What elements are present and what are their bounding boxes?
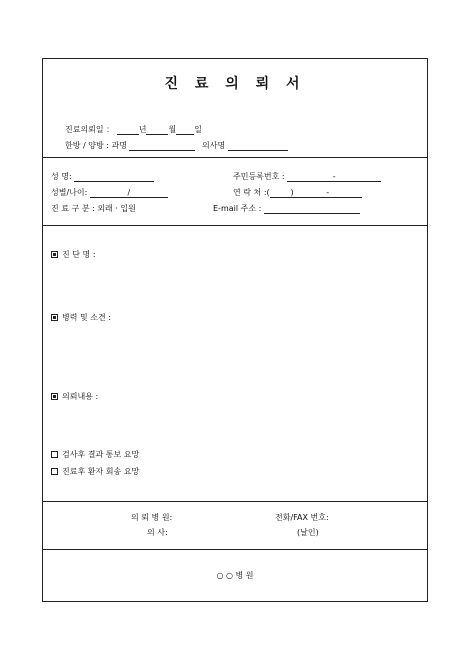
day-label: 일 [194, 125, 202, 134]
dept-field[interactable] [129, 141, 195, 151]
checkbox-result[interactable] [51, 451, 58, 458]
phone-label: 전화/FAX 번호: [275, 513, 329, 522]
check-result-label: 검사후 결과 통보 요망 [62, 450, 140, 459]
rrn-dash: - [332, 172, 336, 181]
history-label: 병력 및 소견 : [62, 313, 111, 322]
dept-label: 한방 / 양방 : 과명 [65, 141, 127, 150]
checkbox-return[interactable] [51, 468, 58, 475]
seal-label: (날인) [297, 528, 319, 537]
email-label: E-mail 주소 : [213, 204, 262, 213]
diagnosis-row [51, 250, 96, 260]
name-field[interactable] [74, 172, 154, 182]
hospital-name: ○ ○ 병 원 [216, 571, 254, 580]
year-label: 년 [138, 125, 147, 134]
contact-number-field[interactable] [294, 188, 362, 198]
contact-area-field[interactable] [270, 188, 294, 198]
contact-label: 연 락 처 :( [233, 188, 270, 197]
check-result-row[interactable] [51, 450, 139, 460]
day-field[interactable] [176, 125, 194, 135]
month-field[interactable] [146, 125, 168, 135]
form-title: 진 료 의 뢰 서 [164, 76, 306, 92]
gender-age-field[interactable] [90, 188, 168, 198]
check-return-label: 진료후 환자 회송 요망 [62, 467, 140, 476]
filled-box-icon [51, 393, 58, 400]
signature-section [43, 501, 427, 550]
clinical-section [43, 225, 427, 502]
doctor-label: 의 사: [147, 528, 168, 537]
rrn-label: 주민등록번호 : [233, 172, 285, 181]
patient-section [43, 157, 427, 226]
date-label: 진료의뢰일 ： [65, 125, 115, 134]
visit-type-label: 진 료 구 분 : 외래 · 입원 [51, 204, 136, 213]
name-row [51, 172, 154, 182]
name-label: 성 명: [51, 172, 72, 181]
title-section [43, 59, 427, 158]
year-field[interactable] [117, 125, 139, 135]
referral-form [42, 58, 428, 602]
email-row [213, 204, 360, 214]
history-row [51, 313, 111, 323]
date-row [65, 125, 202, 135]
filled-box-icon [51, 251, 58, 258]
dept-row [65, 141, 288, 151]
rrn-field[interactable] [287, 172, 381, 182]
doctor-name-field[interactable] [228, 141, 288, 151]
rrn-row [233, 172, 381, 182]
gender-age-row [51, 188, 168, 198]
request-label: 의뢰내용 : [62, 392, 99, 401]
doctor-name-label: 의사명 [202, 141, 226, 150]
filled-box-icon [51, 314, 58, 321]
footer-section [43, 549, 427, 603]
gender-age-separator: / [127, 188, 131, 197]
type-row [51, 204, 136, 214]
contact-paren: ) [290, 188, 294, 197]
email-field[interactable] [264, 204, 360, 214]
hospital-label: 의 뢰 병 원: [131, 513, 173, 522]
gender-age-label: 성별/나이: [51, 188, 88, 197]
contact-row [233, 188, 362, 198]
check-return-row[interactable] [51, 467, 139, 477]
diagnosis-label: 진 단 명 : [62, 250, 96, 259]
contact-dash: - [326, 188, 330, 197]
month-label: 월 [168, 125, 177, 134]
request-row [51, 392, 98, 402]
